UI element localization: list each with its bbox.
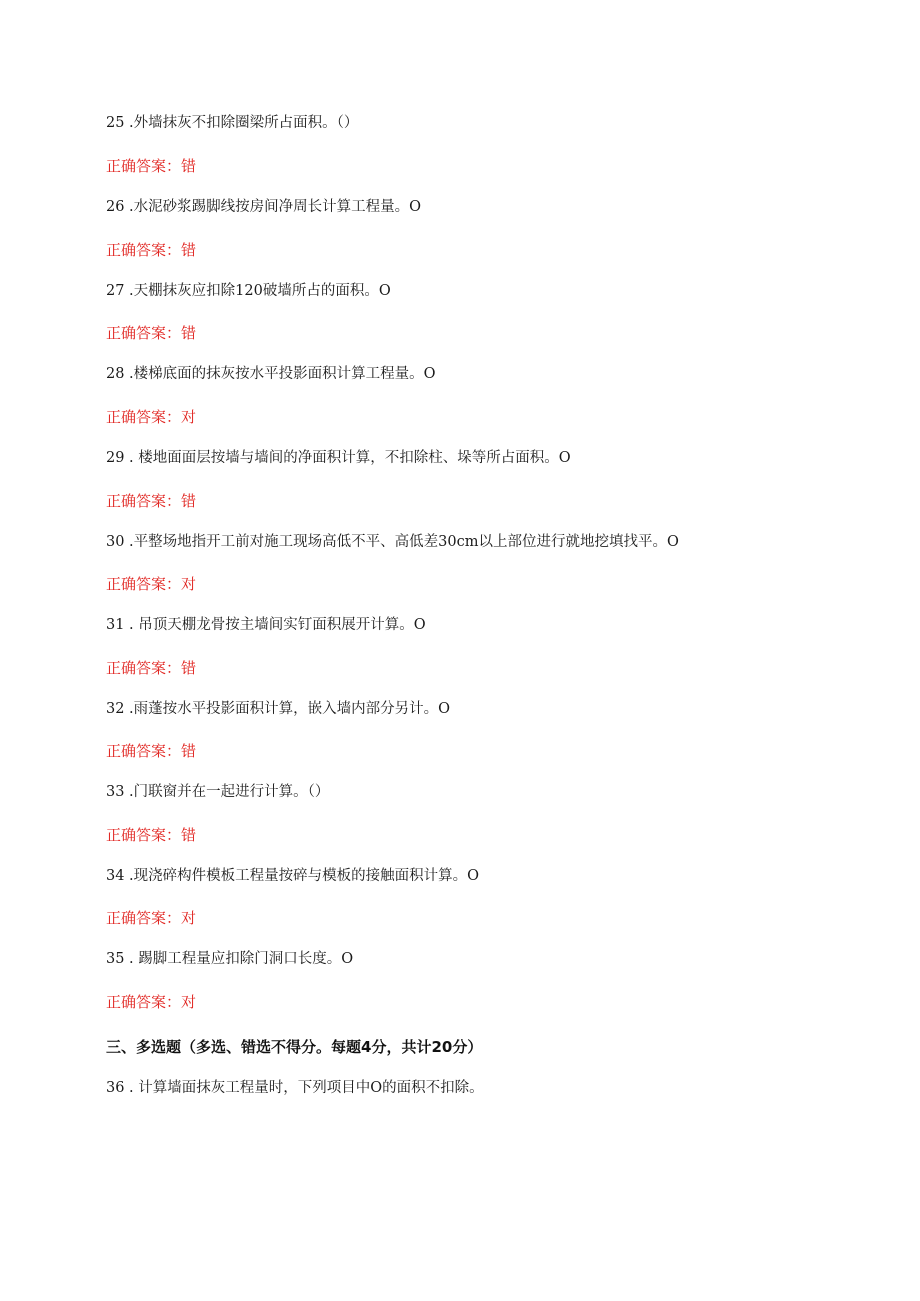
question-30: 30 .平整场地指开工前对施工现场高低不平、高低差30cm以上部位进行就地挖填找平。O [106, 534, 679, 550]
answer-31: 正确答案：错 [106, 659, 197, 677]
answer-32: 正确答案：错 [106, 742, 197, 760]
answer-25: 正确答案：错 [106, 157, 197, 175]
question-36: 36 . 计算墙面抹灰工程量时，下列项目中O的面积不扣除。 [106, 1080, 484, 1096]
question-28: 28 .楼梯底面的抹灰按水平投影面积计算工程量。O [106, 366, 436, 382]
answer-34: 正确答案：对 [106, 909, 197, 927]
question-27: 27 .天棚抹灰应扣除120破墙所占的面积。O [106, 283, 391, 299]
question-34: 34 .现浇碎构件模板工程量按碎与模板的接触面积计算。O [106, 868, 480, 884]
answer-33: 正确答案：错 [106, 826, 197, 844]
question-32: 32 .雨蓬按水平投影面积计算，嵌入墙内部分另计。O [106, 701, 451, 717]
answer-27: 正确答案：错 [106, 324, 197, 342]
answer-30: 正确答案：对 [106, 575, 197, 593]
question-33: 33 .门联窗并在一起进行计算。（） [106, 784, 330, 800]
question-31: 31 . 吊顶天棚龙骨按主墙间实钉面积展开计算。O [106, 617, 426, 633]
answer-29: 正确答案：错 [106, 492, 197, 510]
answer-28: 正确答案：对 [106, 408, 197, 426]
question-35: 35 . 踢脚工程量应扣除门洞口长度。O [106, 951, 354, 967]
question-29: 29 . 楼地面面层按墙与墙间的净面积计算，不扣除柱、垛等所占面积。O [106, 450, 571, 466]
question-25: 25 .外墙抹灰不扣除圈梁所占面积。（） [106, 115, 359, 131]
answer-26: 正确答案：错 [106, 241, 197, 259]
question-26: 26 .水泥砂浆踢脚线按房间净周长计算工程量。O [106, 199, 422, 215]
section-heading: 三、多选题（多选、错选不得分。每题4分，共计20分） [106, 1038, 483, 1056]
answer-35: 正确答案：对 [106, 993, 197, 1011]
